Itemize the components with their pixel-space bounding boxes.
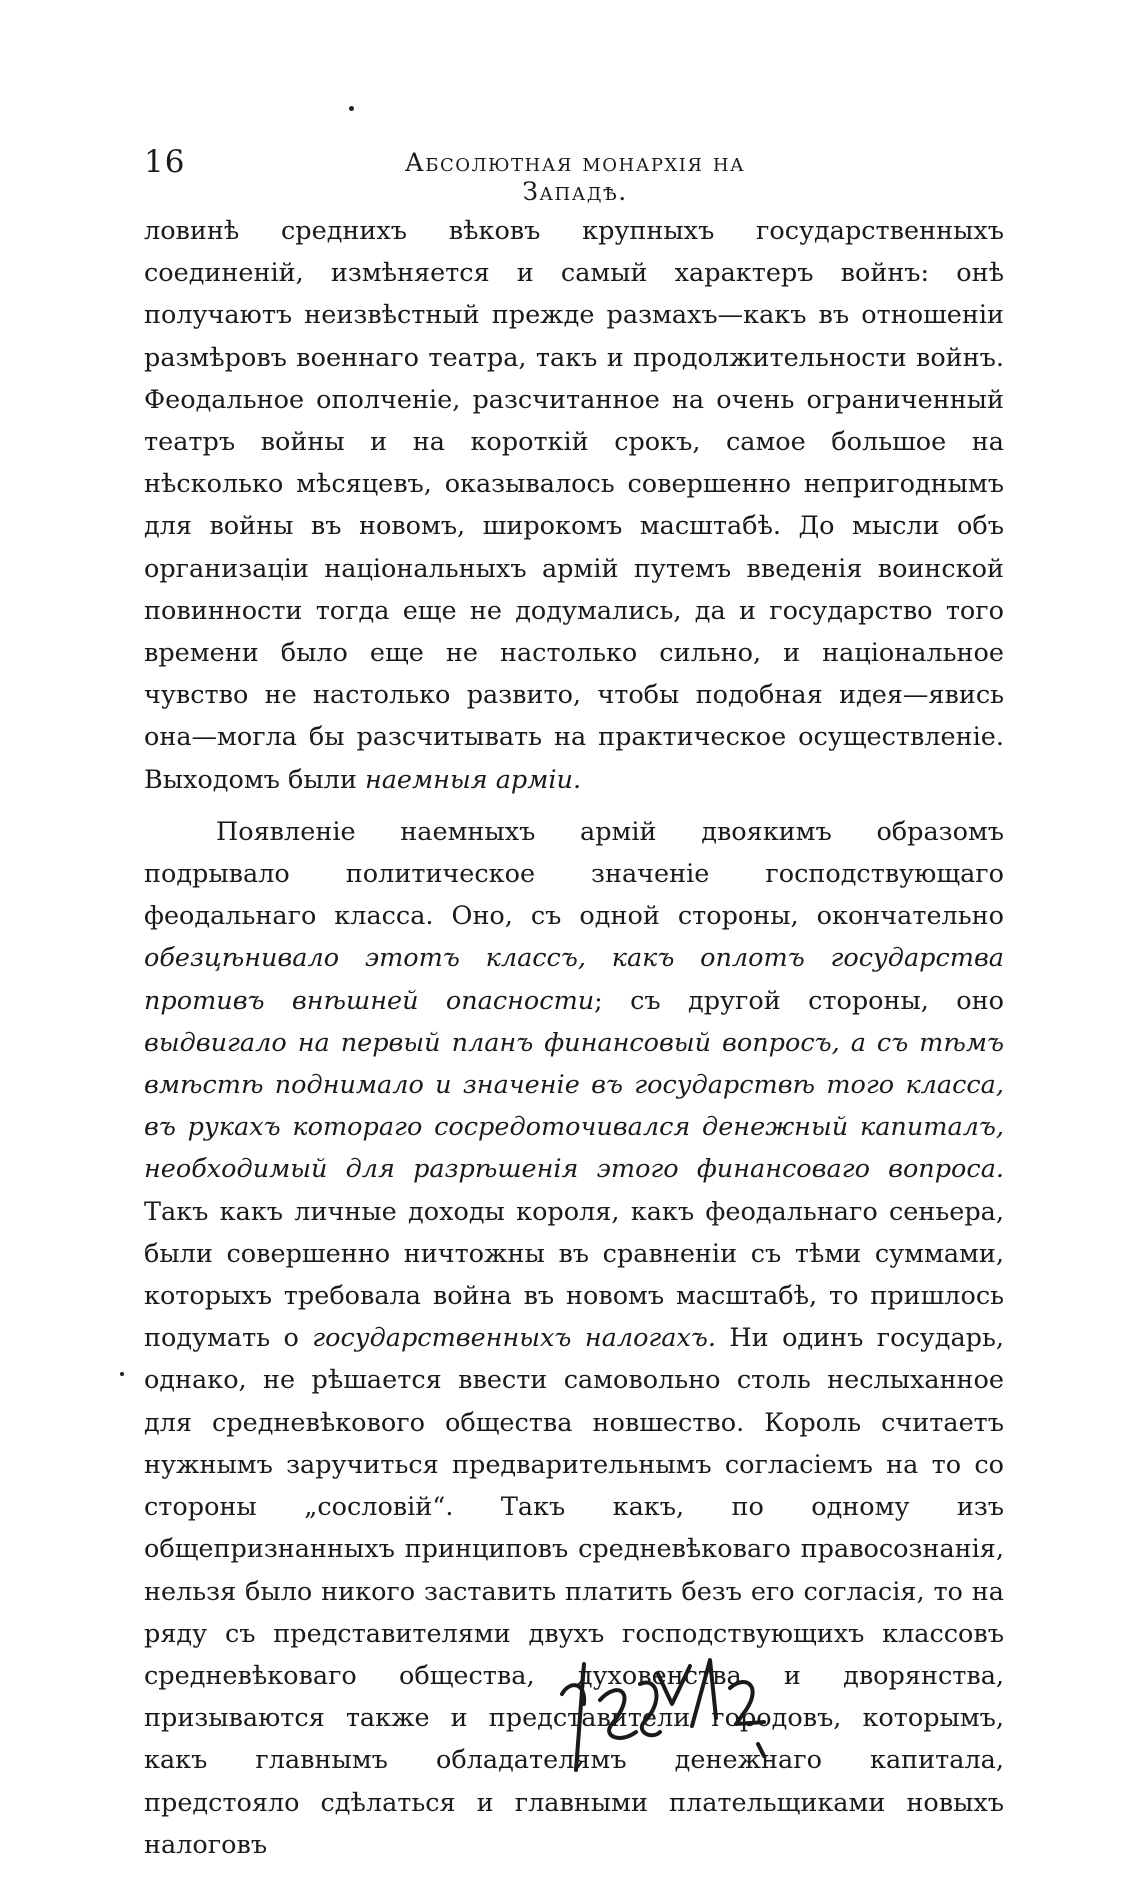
running-title: Абсолютная монархія на Западѣ. [404, 148, 746, 206]
paragraph-2-text-3: Такъ какъ личные доходы короля, какъ феодальнаго сеньера, были совершенно ничтожны въ сравненіи съ тѣми суммами, которыхъ требовала война въ новомъ масштабѣ, то пришлось подумать о [144, 1196, 1004, 1354]
stray-ink-dot [349, 106, 354, 111]
paragraph-1-text: ловинѣ среднихъ вѣковъ крупныхъ государственныхъ соединеній, измѣняется и самый характеръ войнъ: онѣ получаютъ неизвѣстный прежде размахъ—какъ въ отношеніи размѣровъ военнаго театра, такъ и продолжительности войнъ. Феодальное ополченіе, разсчитанное на очень ограниченный театръ войны и на короткій срокъ, самое большое на нѣсколько мѣсяцевъ, оказывалось совершенно непригоднымъ для войны въ новомъ, широкомъ масштабѣ. До мысли объ организаціи національныхъ армій путемъ введенія воинской повинности тогда еще не додумались, да и государство того времени было еще не настолько сильно, и національное чувство не настолько развито, чтобы подобная идея—явись она—могла бы разсчитывать на практическое осуществленіе. Выходомъ были [144, 216, 1004, 795]
paragraph-1 [144, 210, 1004, 801]
paragraph-2-text-1: Появленіе наемныхъ армій двоякимъ образомъ подрывало политическое значеніе господствующаго феодальнаго класса. Оно, съ одной стороны, окончательно [144, 816, 1004, 932]
handwritten-mark [540, 1640, 800, 1790]
stray-ink-dot [120, 1372, 124, 1376]
paragraph-2-text-2: ; съ другой стороны, оно [594, 985, 1004, 1016]
paragraph-2-emphasis-3: государственныхъ налогахъ. [312, 1323, 716, 1354]
page-number: 16 [144, 144, 186, 180]
paragraph-2-emphasis-2: выдвигало на первый планъ финансовый вопросъ, а съ тѣмъ вмѣстѣ поднимало и значеніе въ государствѣ того класса, въ рукахъ котораго сосредоточивался денежный капиталъ, необходимый для разрѣшенія этого финансоваго вопроса. [144, 1027, 1004, 1185]
paragraph-1-emphasis: наемныя арміи. [364, 764, 582, 795]
paragraph-2-text-4: Ни одинъ государь, однако, не рѣшается ввести самовольно столь неслыханное для средневѣкового общества новшество. Король считаетъ нужнымъ заручиться предварительнымъ согласіемъ на то со стороны „сословій“. Такъ какъ, по одному изъ общепризнанныхъ принциповъ средневѣковаго правосознанія, нельзя было никого заставить платить безъ его согласія, то на ряду съ представителями двухъ господствующихъ классовъ средневѣковаго общества, духовенства и дворянства, призываются также и представители городовъ, которымъ, какъ главнымъ обладателямъ денежнаго капитала, предстояло сдѣлаться и главными плательщиками новыхъ налоговъ [144, 1323, 1004, 1860]
paragraph-2-emphasis-1: обезцѣнивало этотъ классъ, какъ оплотъ государства противъ внѣшней опасности [144, 943, 1004, 1016]
body-text [144, 210, 1004, 1866]
